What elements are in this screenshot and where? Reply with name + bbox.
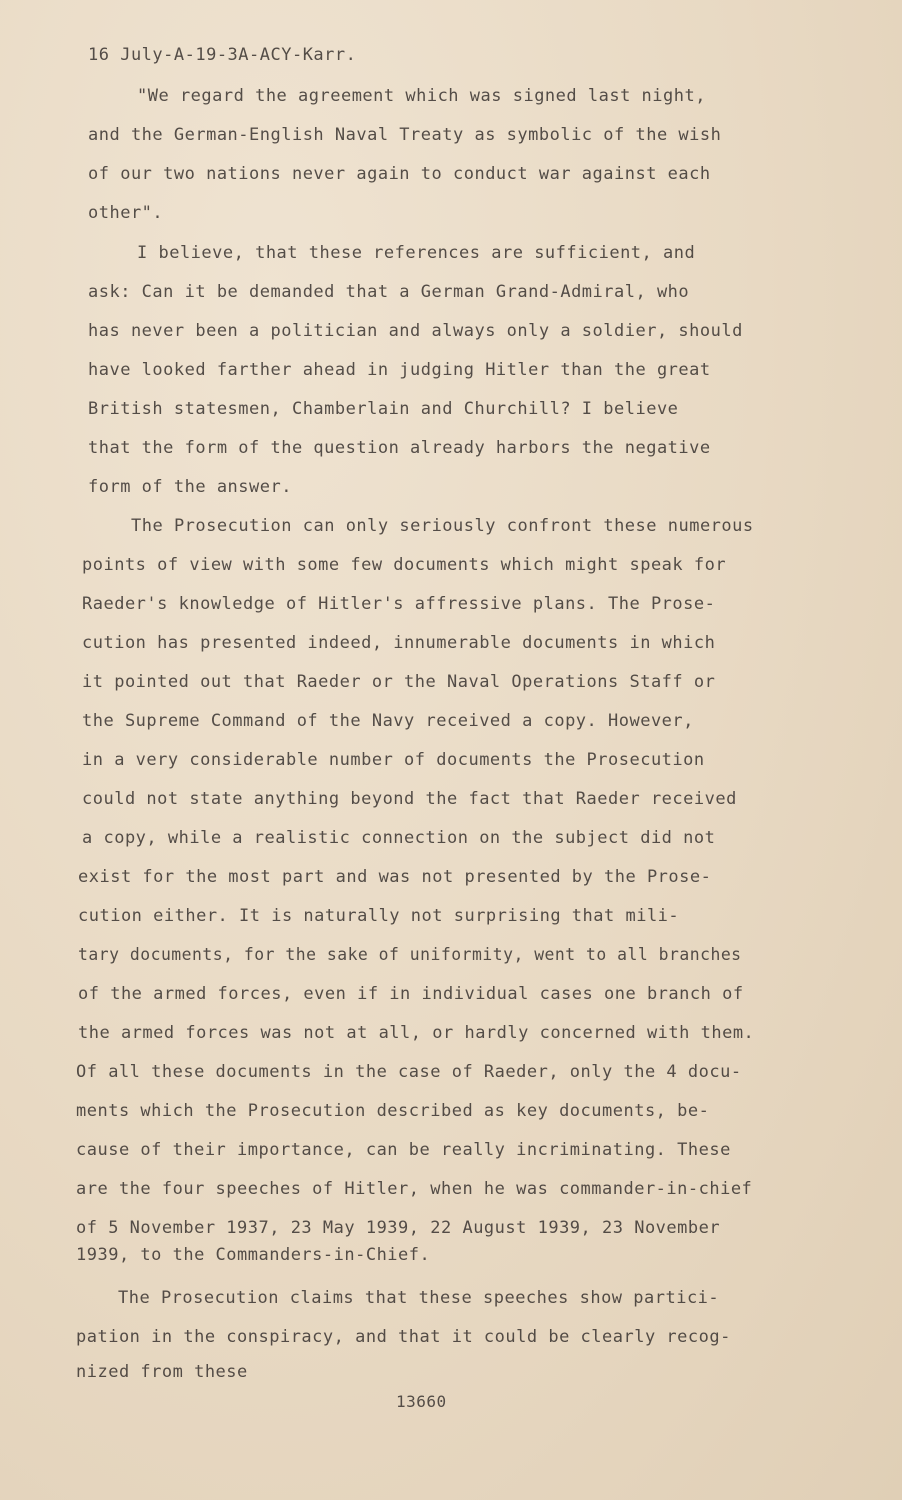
page-number: 13660 — [396, 1392, 447, 1411]
text-line: the Supreme Command of the Navy received a copy. However, — [82, 711, 694, 731]
text-line: The Prosecution can only seriously confront these numerous — [131, 516, 754, 536]
text-line: of the armed forces, even if in individual cases one branch of — [78, 984, 744, 1004]
text-line: The Prosecution claims that these speeches show partici- — [118, 1288, 720, 1308]
text-line: of 5 November 1937, 23 May 1939, 22 August 1939, 23 November — [76, 1218, 721, 1238]
text-line: form of the answer. — [88, 477, 292, 497]
text-line: pation in the conspiracy, and that it could be clearly recog- — [76, 1327, 731, 1347]
text-line: has never been a politician and always only a soldier, should — [88, 321, 743, 341]
text-line: could not state anything beyond the fact that Raeder received — [82, 789, 737, 809]
text-line: are the four speeches of Hitler, when he was commander-in-chief — [76, 1179, 753, 1199]
text-line: other". — [88, 203, 164, 223]
text-line: points of view with some few documents which might speak for — [82, 555, 727, 575]
text-line: of our two nations never again to conduct war against each — [88, 164, 711, 184]
text-line: ments which the Prosecution described as key documents, be- — [76, 1101, 710, 1121]
text-line: that the form of the question already harbors the negative — [88, 438, 711, 458]
text-line: in a very considerable number of documents the Prosecution — [82, 750, 705, 770]
text-line: I believe, that these references are sufficient, and — [137, 243, 696, 263]
text-line: "We regard the agreement which was signed last night, — [137, 86, 706, 106]
document-header: 16 July-A-19-3A-ACY-Karr. — [88, 45, 357, 65]
text-line: tary documents, for the sake of uniformity, went to all branches — [78, 945, 742, 964]
text-line: and the German-English Naval Treaty as symbolic of the wish — [88, 125, 722, 145]
text-line: a copy, while a realistic connection on the subject did not — [82, 828, 716, 848]
text-line: it pointed out that Raeder or the Naval Operations Staff or — [82, 672, 716, 692]
text-line: the armed forces was not at all, or hardly concerned with them. — [78, 1023, 755, 1043]
text-line: cution has presented indeed, innumerable documents in which — [82, 633, 716, 653]
text-line: cution either. It is naturally not surprising that mili- — [78, 906, 680, 926]
text-line: nized from these — [76, 1362, 248, 1382]
text-line: Raeder's knowledge of Hitler's affressive plans. The Prose- — [82, 594, 716, 614]
text-line: exist for the most part and was not presented by the Prose- — [78, 867, 712, 887]
text-line: Of all these documents in the case of Raeder, only the 4 docu- — [76, 1062, 742, 1082]
text-line: have looked farther ahead in judging Hitler than the great — [88, 360, 711, 380]
text-line: 1939, to the Commanders-in-Chief. — [76, 1245, 431, 1265]
text-line: ask: Can it be demanded that a German Grand-Admiral, who — [88, 282, 690, 302]
text-line: British statesmen, Chamberlain and Churchill? I believe — [88, 399, 679, 419]
text-line: cause of their importance, can be really incriminating. These — [76, 1140, 731, 1160]
